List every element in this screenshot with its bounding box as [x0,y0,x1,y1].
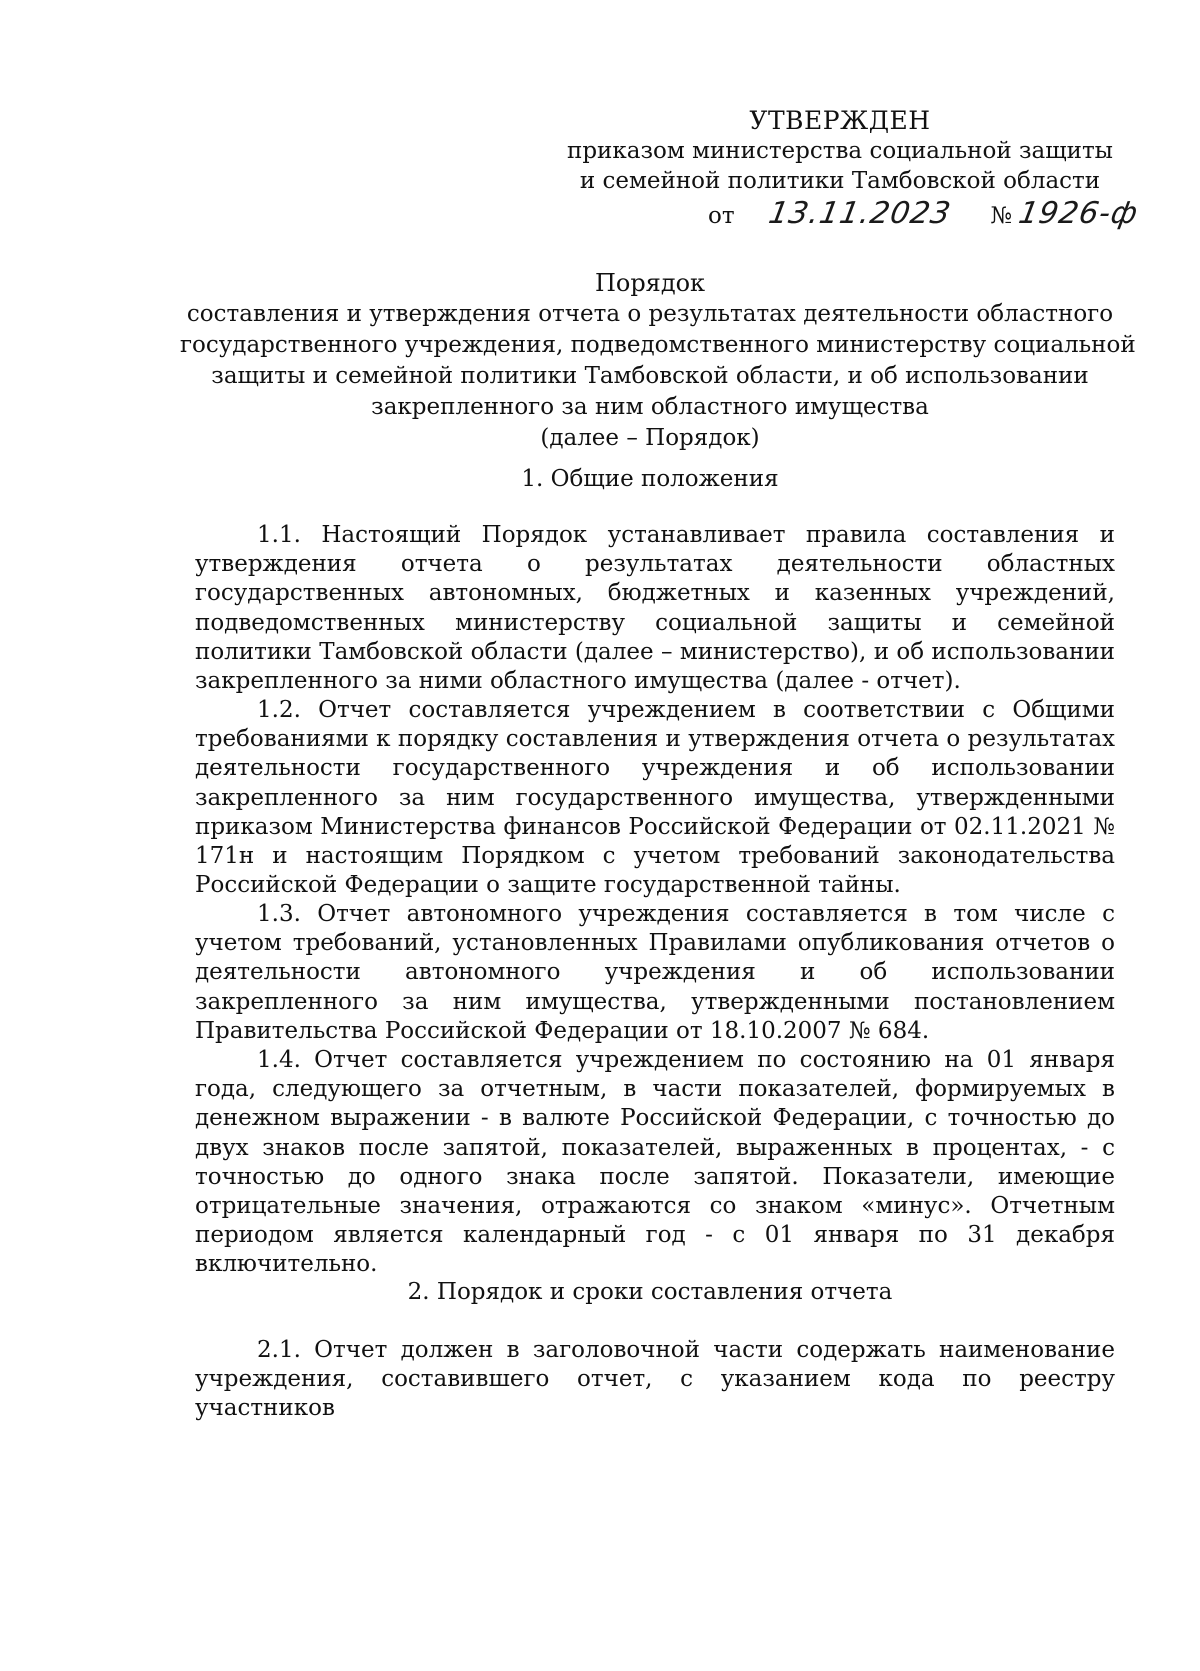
document-subtitle-line: защиты и семейной политики Тамбовской области, и об использовании [211,363,1089,389]
section-heading-2: 2. Порядок и сроки составления отчета [407,1279,893,1305]
handwritten-number: 1926-ф [1016,196,1142,231]
paragraph-1-2: 1.2. Отчет составляется учреждением в соответствии с Общими требованиями к порядку составления и утверждения отчета о результатах деятельности государственного учреждения и об использовании закрепленного за ним государственного имущества, утвержденными приказом Министерства финансов Российской Федерации от 02.11.2021 № 171н и настоящим Порядком с учетом требований законодательства Российской Федерации о защите государственной тайны. [195,697,1115,899]
approval-date-number [708,196,1142,231]
paragraph-1-1: 1.1. Настоящий Порядок устанавливает правила составления и утверждения отчета о результатах деятельности областных государственных автономных, бюджетных и казенных учреждений, подведомственных министерству социальной защиты и семейной политики Тамбовской области (далее – министерство), и об использовании закрепленного за ними областного имущества (далее - отчет). [195,522,1115,695]
approval-line-1: приказом министерства социальной защиты [567,138,1113,164]
from-label: от [708,203,735,229]
handwritten-date: 13.11.2023 [765,196,954,231]
document-subtitle-line: составления и утверждения отчета о результатах деятельности областного [186,301,1114,327]
document-subtitle-line: государственного учреждения, подведомственного министерству социальной [180,332,1136,358]
approval-line-2: и семейной политики Тамбовской области [579,168,1101,194]
document-title: Порядок [594,269,706,297]
approval-title: УТВЕРЖДЕН [749,106,931,135]
paragraph-1-4: 1.4. Отчет составляется учреждением по состоянию на 01 января года, следующего за отчетным, в части показателей, формируемых в денежном выражении - в валюте Российской Федерации, с точностью до двух знаков после запятой, показателей, выраженных в процентах, - с точностью до одного знака после запятой. Показатели, имеющие отрицательные значения, отражаются со знаком «минус». Отчетным периодом является календарный год - с 01 января по 31 декабря включительно. [195,1047,1115,1278]
paragraph-2-1: 2.1. Отчет должен в заголовочной части содержать наименование учреждения, составившего отчет, с указанием кода по реестру участников [195,1337,1115,1422]
paragraph-1-3: 1.3. Отчет автономного учреждения составляется в том числе с учетом требований, установленных Правилами опубликования отчетов о деятельности автономного учреждения и об использовании закрепленного за ним имущества, утвержденными постановлением Правительства Российской Федерации от 18.10.2007 № 684. [195,901,1115,1044]
document-title-block [180,268,1136,454]
document-subtitle-line: (далее – Порядок) [540,425,760,451]
document-subtitle-line: закрепленного за ним областного имущества [371,394,929,420]
approval-stamp [560,106,1120,196]
number-label: № [990,203,1013,229]
section-heading-1: 1. Общие положения [521,466,779,492]
